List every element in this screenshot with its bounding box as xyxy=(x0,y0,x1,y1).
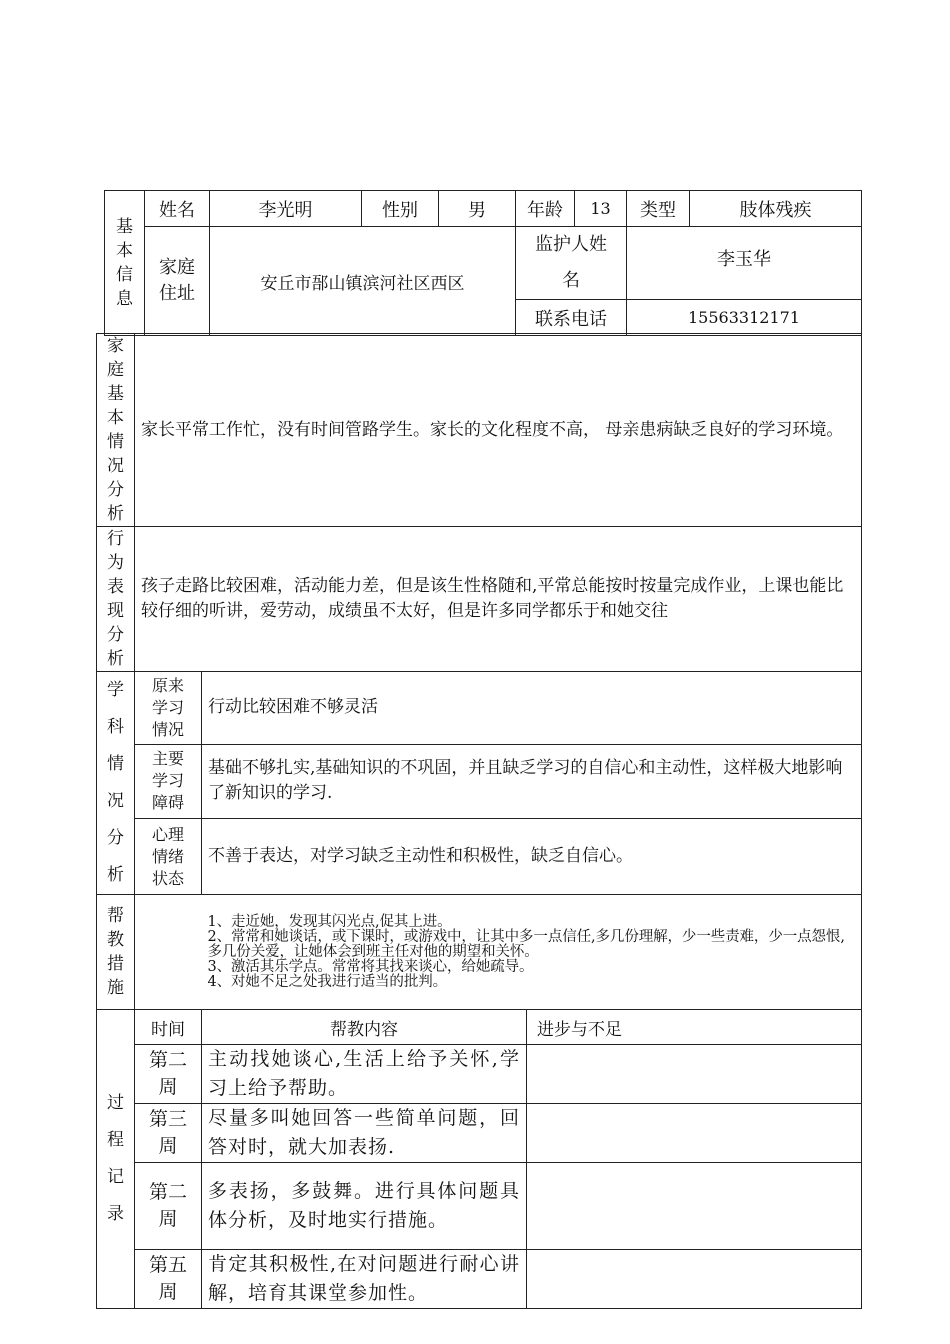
subject-analysis-label: 学科情况分析 xyxy=(97,672,135,895)
record-progress xyxy=(527,1250,862,1309)
record-time: 第二周 xyxy=(135,1163,202,1250)
measure-item: 4、对她不足之处我进行适当的批判。 xyxy=(207,973,448,990)
name-label: 姓名 xyxy=(145,191,210,227)
col-time-header: 时间 xyxy=(135,1010,202,1045)
behavior-analysis-text: 孩子走路比较困难，活动能力差，但是该生性格随和,平常总能按时按量完成作业，上课也能比较仔细的听讲，爱劳动，成绩虽不太好，但是许多同学都乐于和她交往 xyxy=(135,527,862,672)
basic-info-label: 基本信息 xyxy=(105,191,145,336)
behavior-analysis-label: 行为表现分析 xyxy=(97,527,135,672)
subject-row-label: 主要学习障碍 xyxy=(135,744,202,819)
gender-value: 男 xyxy=(439,191,516,227)
guardian-value: 李玉华 xyxy=(627,227,862,300)
record-time: 第五周 xyxy=(135,1250,202,1309)
gender-label: 性别 xyxy=(362,191,439,227)
subject-row-text: 不善于表达，对学习缺乏主动性和积极性，缺乏自信心。 xyxy=(202,819,862,895)
measure-item: 1、走近她，发现其闪光点,促其上进。 xyxy=(207,913,452,930)
phone-value: 15563312171 xyxy=(627,300,862,336)
record-progress xyxy=(527,1104,862,1163)
name-value: 李光明 xyxy=(210,191,362,227)
type-value: 肢体残疾 xyxy=(690,191,862,227)
subject-row-text: 基础不够扎实,基础知识的不巩固，并且缺乏学习的自信心和主动性，这样极大地影响了新知识的学习. xyxy=(202,744,862,819)
col-progress-header: 进步与不足 xyxy=(527,1010,862,1045)
measures-spacer xyxy=(135,895,202,1010)
measures-label: 帮教措施 xyxy=(97,895,135,1010)
record-time: 第二周 xyxy=(135,1045,202,1104)
col-content-header: 帮教内容 xyxy=(202,1010,527,1045)
record-progress xyxy=(527,1045,862,1104)
process-record-label: 过程记录 xyxy=(97,1010,135,1309)
type-label: 类型 xyxy=(627,191,690,227)
family-analysis-text: 家长平常工作忙，没有时间管路学生。家长的文化程度不高， 母亲患病缺乏良好的学习环境。 xyxy=(135,334,862,527)
age-value: 13 xyxy=(575,191,627,227)
measure-item: 2、常常和她谈话，或下课时，或游戏中，让其中多一点信任,多几份理解，少一些责难，少一点怨恨,多几份关爱，让她体会到班主任对他的期望和关怀。 xyxy=(207,928,845,960)
record-progress xyxy=(527,1163,862,1250)
phone-label: 联系电话 xyxy=(516,300,627,336)
record-content: 尽量多叫她回答一些简单问题，回答对时，就大加表扬. xyxy=(202,1104,527,1163)
subject-row-text: 行动比较困难不够灵活 xyxy=(202,672,862,745)
basic-info-table xyxy=(104,190,862,336)
subject-row-label: 原来学习情况 xyxy=(135,672,202,745)
analysis-table xyxy=(96,333,862,1309)
record-content: 主动找她谈心,生活上给予关怀,学习上给予帮助。 xyxy=(202,1045,527,1104)
measure-item: 3、激活其乐学点。常常将其找来谈心，给她疏导。 xyxy=(207,958,534,975)
measures-list xyxy=(202,895,862,1010)
family-analysis-label: 家庭基本情况分析 xyxy=(97,334,135,527)
record-time: 第三周 xyxy=(135,1104,202,1163)
record-content: 多表扬，多鼓舞。进行具体问题具体分析，及时地实行措施。 xyxy=(202,1163,527,1250)
address-label: 家庭住址 xyxy=(145,227,210,336)
age-label: 年龄 xyxy=(516,191,575,227)
record-content: 肯定其积极性,在对问题进行耐心讲解，培育其课堂参加性。 xyxy=(202,1250,527,1309)
subject-row-label: 心理情绪状态 xyxy=(135,819,202,895)
address-value: 安丘市郚山镇滨河社区西区 xyxy=(210,227,516,336)
guardian-label: 监护人姓名 xyxy=(516,227,627,300)
